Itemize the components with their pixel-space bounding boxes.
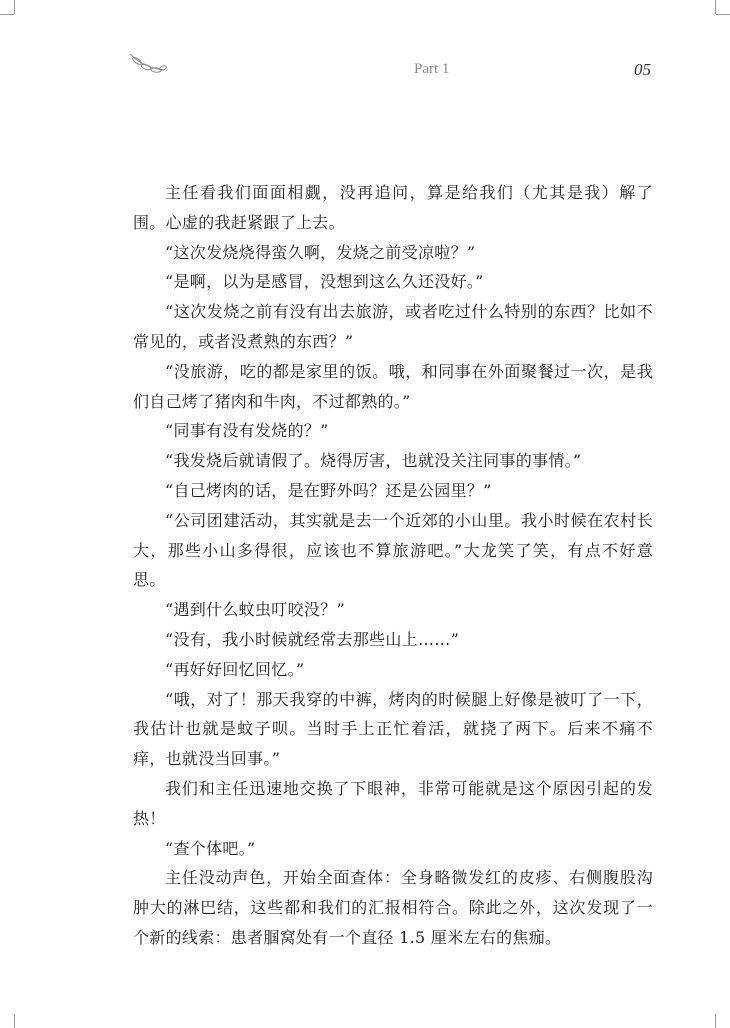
paragraph: “是啊，以为是感冒，没想到这么久还没好。”	[165, 272, 484, 292]
paragraph: “同事有没有发烧的？”	[165, 421, 329, 441]
paragraph: “再好好回忆回忆。”	[165, 659, 305, 679]
paragraph: “这次发烧之前有没有出去旅游，或者吃过什么特别的东西？比如不常见的，或者没煮熟的东西？”	[133, 302, 653, 351]
crop-mark-top-right-h	[716, 14, 730, 15]
crop-mark-top-left-v	[14, 0, 15, 14]
paragraph: “这次发烧烧得蛮久啊，发烧之前受凉啦？”	[165, 242, 476, 262]
paragraph: “我发烧后就请假了。烧得厉害，也就没关注同事的事情。”	[165, 451, 582, 471]
paragraph: 主任没动声色，开始全面查体：全身略微发红的皮疹、右侧腹股沟肿大的淋巴结，这些都和我们的汇报相符合。除此之外，这次发现了一个新的线索：患者腘窝处有一个直径 1.5 厘米左右的焦痂。	[133, 868, 653, 947]
paragraph: “公司团建活动，其实就是去一个近郊的小山里。我小时候在农村长大，那些小山多得很，应该也不算旅游吧。”大龙笑了笑，有点不好意思。	[133, 510, 653, 590]
paragraph: “没旅游，吃的都是家里的饭。哦，和同事在外面聚餐过一次，是我们自己烤了猪肉和牛肉，不过都熟的。”	[133, 361, 653, 411]
crop-mark-bottom-right	[715, 1014, 716, 1028]
paragraph: “自己烤肉的话，是在野外吗？还是公园里？”	[165, 480, 492, 500]
crop-mark-top-left-h	[0, 14, 14, 15]
paragraph: “遇到什么蚊虫叮咬没？”	[165, 600, 345, 620]
crop-mark-bottom-left	[14, 1014, 15, 1028]
crop-mark-top-right-v	[715, 0, 716, 14]
paragraph: 我们和主任迅速地交换了下眼神，非常可能就是这个原因引起的发热！	[133, 778, 653, 828]
paragraph: “哦，对了！那天我穿的中裤，烤肉的时候腿上好像是被叮了一下，我估计也就是蚊子呗。当时手上正忙着活，就挠了两下。后来不痛不痒，也就没当回事。”	[133, 689, 653, 769]
paragraph: “没有，我小时候就经常去那些山上……”	[165, 629, 460, 649]
running-head: Part 1	[414, 61, 450, 77]
leaf-vine-icon	[128, 48, 168, 76]
paragraph: 主任看我们面面相觑，没再追问，算是给我们（尤其是我）解了围。心虚的我赶紧跟了上去。	[133, 183, 653, 232]
paragraph: “查个体吧。”	[165, 838, 256, 858]
body-text	[133, 178, 653, 953]
page-number: 05	[634, 60, 651, 79]
